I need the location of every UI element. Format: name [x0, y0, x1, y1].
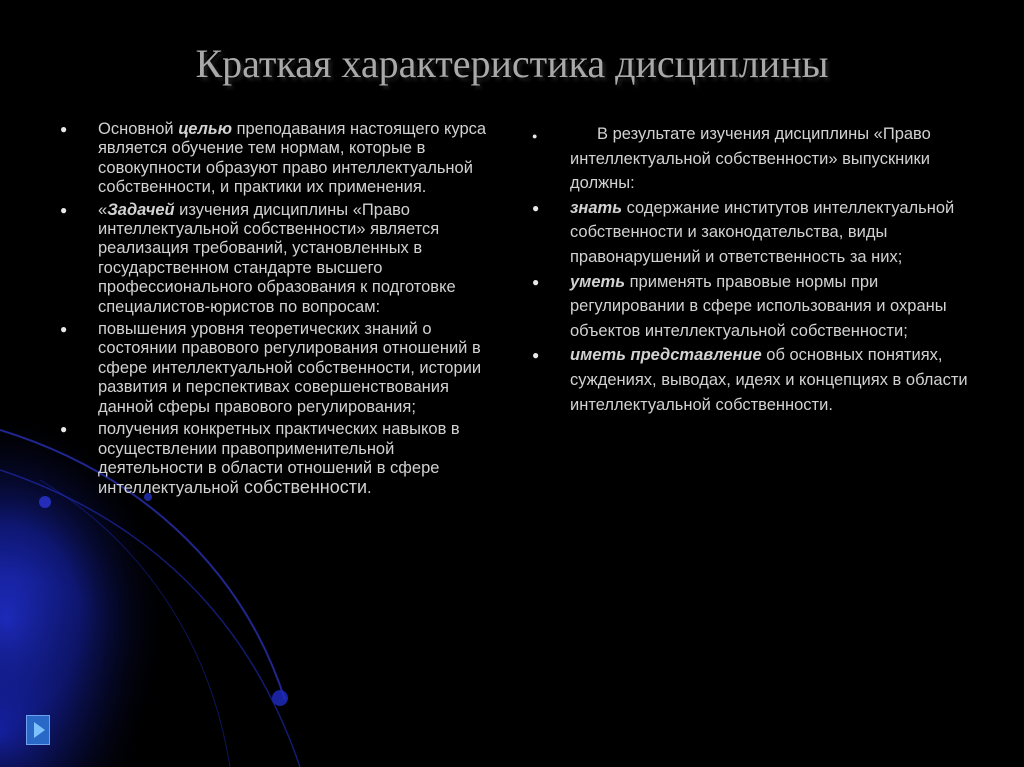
item-text-after: содержание институтов интеллектуальной собственности и законодательства, виды правонарушений и ответственность за них; [570, 198, 955, 266]
slide-title: Краткая характеристика дисциплины [195, 41, 829, 86]
item-text-after: об основных понятиях, суждениях, выводах, идеях и концепциях в области интеллектуальной собственности. [570, 346, 968, 414]
item-indent [570, 125, 597, 143]
item-text: повышения уровня теоретических знаний о состоянии правового регулирования отношений в сфере интеллектуальной собственности, истории развития и перспективах совершенствования данной сферы правового регулирования; [98, 320, 482, 416]
emphasis-text: иметь представление [570, 346, 762, 365]
next-slide-button[interactable] [26, 715, 50, 745]
list-item [98, 201, 498, 317]
list-item [98, 120, 498, 198]
emphasis-text: Задачей [107, 200, 175, 219]
list-item [570, 343, 970, 417]
emphasis-text: уметь [570, 272, 626, 291]
item-text-before: « [98, 200, 108, 219]
item-text-after: преподавания настоящего курса является обучение тем нормам, которые в совокупности образуют право интеллектуальной собственности, и практики их применения. [98, 120, 487, 197]
item-text-large: собственности [238, 477, 368, 498]
right-bullet-list [570, 122, 970, 417]
item-text-after: применять правовые нормы при регулировании в сфере использования и охраны объектов интеллектуальной собственности; [570, 272, 947, 340]
left-bullet-list [98, 120, 498, 499]
item-text-end: . [367, 479, 372, 498]
emphasis-text: целью [178, 120, 232, 138]
list-item [570, 122, 970, 196]
item-text-before: Основной [98, 120, 179, 138]
list-item [570, 270, 970, 344]
item-text: получения конкретных практических навыков в осуществлении правоприменительной деятельности в области отношений в сфере интеллектуальной [98, 420, 460, 498]
emphasis-text: знать [570, 198, 623, 217]
list-item [570, 196, 970, 270]
list-item [98, 320, 498, 417]
item-text-after: изучения дисциплины «Право интеллектуальной собственности» является реализация требований, установленных в государственном стандарте высшего профессионального образования к подготовке специалистов-юристов по вопросам: [98, 200, 456, 316]
play-arrow-icon [34, 722, 45, 738]
item-text: В результате изучения дисциплины «Право интеллектуальной собственности» выпускники должны: [570, 125, 931, 193]
list-item [98, 420, 498, 499]
